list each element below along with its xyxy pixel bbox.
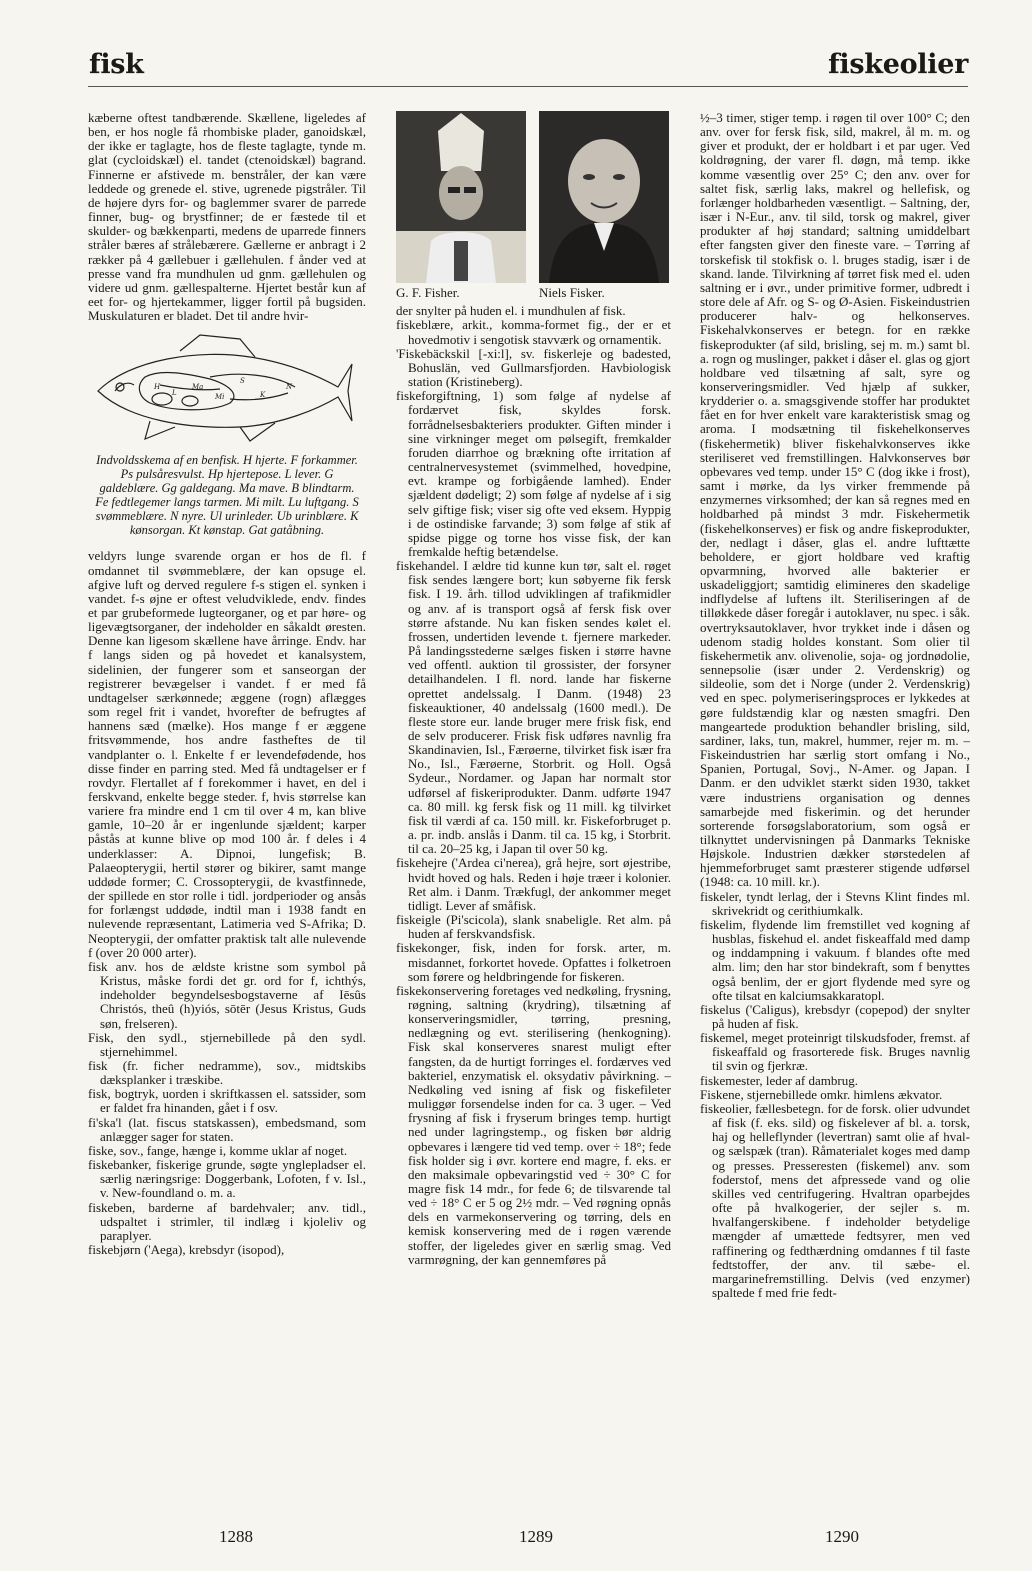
entry-fisk-naval: fisk (fr. ficher nedramme), sov., midtskibs dæksplanker i træskibe. bbox=[88, 1057, 366, 1088]
column-1 bbox=[88, 111, 366, 1257]
portrait-fisker bbox=[539, 111, 671, 300]
portrait-photos bbox=[396, 111, 671, 300]
entry-fiskekonservering: fiskekonservering foretages ved nedkøling, frysning, røgning, saltning (krydring), tilsætning af konserveringsmidler, tørring, presning, nedlægning og evt. sterilisering (henkogning). Fisk skal konserveres snarest muligt efter fangsten, da de hurtigt forringes el. fordærves ved bakteriel, enzymatisk el. oksydativ påvirkning. – Nedkøling ved isning af fisk og fiskefileter muliggør forsendelse inden for ca. 3 uger. – Ved frysning af fisk i fryserum bringes temp. hurtigt ned under lagringstemp., og fisken bør aldrig opbevares i længere tid ved temp. over ÷ 18°; fede fisk holder sig i øvr. kortere end magre, f. eks. er den maksimale opbevaringstid ved ÷ 30° C for magre fisk 14 mdr., for fede 6; de tilsvarende tal ved ÷ 18° C er 5 og 2½ mdr. – Ved røgning opnås dels en varmekonservering og tørring, dels en kemisk konservering med de i røgen værende stoffer, der ligeledes giver en særlig smag. Ved varmrøgning, der kan gennemføres på bbox=[396, 982, 671, 1267]
portrait-fisker-caption: Niels Fisker. bbox=[539, 285, 605, 301]
entry-fisk-text: veldyrs lunge svarende organ er hos de fl. f omdannet til svømmeblære, der kan opsuge el. afgive luft og derved regulere f-s stigen el. synken i vandet. f-s øjne er oftest veludviklede, endv. findes et par grubeformede lugteorganer, og et par høre- og ligevægtsorganer, der indeholder en såkaldt øresten. Denne kan ligesom skællene have årringe. Endv. har f langs siden og på hovedet et kanalsystem, sidelinien, der fungerer som et sanseorgan der registrerer bevægelser i vandet. f er med få undtagelser særkønnede; æggene (rogn) aflægges som regel frit i vandet, hvorefter de befrugtes af hannens sæd (mælke). Hos mange f er æggene fritsvømmende, hos andre fastheftes de til vandplanter o. l. Enkelte f er levendefødende, hos disse finder en parring sted. Med få undtagelser er f rovdyr. Flertallet af f forekommer i havet, en del i ferskvand, enkelte begge steder. f, hvis størrelse kan variere fra mindre end 1 cm til over 4 m, kan blive gamle, 10–20 år er ingenlunde sjældent; karper påstås at kunne blive op mod 100 år. f deles i 4 underklasser: A. Dipnoi, lungefisk; B. Palaeopterygii, hertil stører og bikirer, samt mange uddøde former; C. Crossopterygii, de kvastfinnede, der spillede en stor rolle i tidl. jordperioder og ansås for forlængst uddøde, indtil man i 1938 fandt en nulevende repræsentant, Latimeria ved S-Afrika; D. Neopterygii, der omfatter praktisk talt alle nulevende f (over 20 000 arter). bbox=[88, 548, 366, 960]
column-3 bbox=[700, 111, 970, 1300]
entry-fiskeben: fiskeben, barderne af bardehvaler; anv. tidl., udspaltet i strimler, til indlæg i kjoleliv og paraplyer. bbox=[88, 1199, 366, 1243]
svg-text:N: N bbox=[286, 383, 293, 392]
portrait-fisher-image bbox=[396, 111, 526, 283]
entry-fiskehandel: fiskehandel. I ældre tid kunne kun tør, salt el. røget fisk sendes længere bort; kun søbyerne fik fersk fisk. I 19. årh. tillod udviklingen af trafikmidler og anv. af is transport også af fersk fisk over større afstande. Nu kan fisken sendes kølet el. frossen, undertiden levende t. fjernere markeder. På landingsstederne sælges fisken i større havne ved offentl. auktion til grossister, der forsyner detailhandelen. I fl. nord. lande har fiskerne oprettet andelssalg. I Danm. (1948) 23 fiskeauktioner, 40 andelssalg (1600 medl.). De fleste store eur. lande bruger mere frisk fisk, end de selv producerer. Frisk fisk udføres navnlig fra Skandinavien, Isl., Færøerne, tilvirket fisk især fra No., Isl., Færøerne, Storbrit. og Holl. Også Sydeur., Nordamer. og Japan har normalt stor udførsel af fiskeriprodukter. Danm. udførte 1947 ca. 80 mill. kg fersk fisk og 11 mill. kg tilvirket fisk til værdi af ca. 150 mill. kr. Fiskeforbruget p. a. pr. indb. anslås i Danm. til ca. 15 kg, i Storbrit. til ca. 20–25 kg, i Japan til over 50 kg. bbox=[396, 558, 671, 857]
column-2 bbox=[396, 111, 671, 1267]
entry-fiskebjorn-continued: der snylter på huden el. i mundhulen af fisk. bbox=[396, 303, 626, 319]
entry-fiskebackskil: 'Fiskebäckskil [-xi:l], sv. fiskerleje og badested, Bohuslän, ved Gullmarsfjorden. Havbiologisk station (Kristineberg). bbox=[396, 345, 671, 390]
entry-fiskelim: fiskelim, flydende lim fremstillet ved kogning af husblas, fiskehud el. andet fiskeaffald med damp og inddampning i vakuum. f blandes ofte med alm. lim; den har stor bindekraft, som f benyttes også benlim, der er gjort flydende med syre og ofte tilsat en kalciumsakkaratopl. bbox=[700, 916, 970, 1003]
entry-fisk-printing: fisk, bogtryk, uorden i skriftkassen el. satssider, som er faldet fra hinanden, gået i f osv. bbox=[88, 1086, 366, 1116]
entry-fiskehejre: fiskehejre ('Ardea ci'nerea), grå hejre, sort øjestribe, hvidt hoved og hals. Reden i høje træer i kolonier. Ret alm. i Danm. Trækfugl, der ankommer meget tidligt. Lever af småfisk. bbox=[396, 855, 671, 913]
entry-fiskeigle: fiskeigle (Pi'scicola), slank snabeligle. Ret alm. på huden af ferskvandsfisk. bbox=[396, 912, 671, 942]
entry-fiskeblaere: fiskeblære, arkit., komma-formet fig., der er et hovedmotiv i sengotisk stavværk og ornamentik. bbox=[396, 317, 671, 347]
entry-fisk-continued: kæberne oftest tandbærende. Skællene, ligeledes af ben, er hos nogle få rhombiske plader, ganoidskæl, der ikke er taglagte, hos de fleste taglagte, tynde m. glat (cycloidskæl) el. tandet (ctenoidskæl) bagrand. Finnerne er afstivede m. benstråler, der kan være leddede og grenede el. stive, ugrenede pigstråler. Til de højere dyrs for- og baglemmer svarer de parrede finner, bug- og brystfinner; de er fæstede til et skulder- og bækkenparti, medens de uparrede finners stråler bæres af strålebærere. Gællerne er anbragt i 2 rækker på 4 gællebuer i gællehulen. f ånder ved at presse vand fra mundhulen ud gnm. gællehulen og videre ud gnm. gællespalterne. Hjertet består kun af eet for- og hjertekammer, ligger fortil på bugsiden. Muskulaturen er bladet. Det til andre hvir- bbox=[88, 110, 366, 324]
svg-text:K: K bbox=[260, 391, 266, 400]
entry-fiskemel: fiskemel, meget proteinrigt tilskudsfoder, fremst. af fiskeaffald og frasorterede fisk. Bruges navnlig til svin og fjerkræ. bbox=[700, 1030, 970, 1074]
running-head-right: fiskeolier bbox=[828, 49, 968, 80]
svg-text:S: S bbox=[240, 377, 245, 386]
entry-fiskeler: fiskeler, tyndt lerlag, der i Stevns Klint findes ml. skrivekridt og cerithiumkalk. bbox=[700, 888, 970, 918]
page-number-1289: 1289 bbox=[519, 1527, 553, 1546]
entry-fiskekonservering-continued: ½–3 timer, stiger temp. i røgen til over 100° C; den anv. over for fersk fisk, sild, makrel, ål m. m. og giver et produkt, der er holdbart i et par uger. Ved koldrøgning, der varer fl. døgn, må temp. ikke komme væsentlig over 25° C; den anv. over for saltet fisk, særlig laks, makrel og hellefisk, og forlænger holdbarheden væsentligt. – Saltning, der, især i N-Eur., anv. til sild, torsk og makrel, giver produkter af høj standard; saltning umiddelbart efter fangsten giver den fineste vare. – Tørring af torskefisk til stokfisk o. l. bruges stadig, især i de skand. lande. Tilvirkning af tørret fisk med el. uden saltning er i øvr., under primitive former, udbredt i store dele af Afr. og S- og Ø-Asien. Fiskeindustrien producerer halv- og helkonserves. Fiskehalvkonserves er betegn. for en række fiskeprodukter (af sild, brisling, sej m. m.) samt bl. a. rogn og muslinger, pakket i dåser el. glas og gjort holdbare ved tilsætning af salt, syre og konserveringsmidler. Ved hjælp af sukker, krydderier o. a. smagsgivende stoffer har produktet fået en for hver enkelt vare karakteristisk smag og aroma. I modsætning til fiskehelkonserves (fiskehermetik) bliver fiskehalvkonserves ikke steriliseret ved fremstillingen. Halvkonserves bør opbevares ved temp. under 15° C (dog ikke i frost), samt i mørke, da lys virker fremmende på enzymernes virksomhed; der kan så regnes med en holdbarhed på mindst 3 mdr. Fiskehermetik (fiskehelkonserves) er fisk og andre fiskeprodukter, der, nedlagt i dåser, glas el. andre lufttætte beholdere, er gjort holdbare ved kraftig opvarmning, hvorved alle bakterier er uskadeliggjort; samtidig elimineres den skadelige indflydelse af luftens ilt. Steriliseringen af de tilløkkede dåser foregår i autoklaver, nu spec. i såk. overtryksautoklaver, hvor trykket inde i dåsen og udenom stadig holdes konstant. Som olier til fiskehermetik anv. olivenolie, soja- og jordnødolie, sennepsolie (især under 2. Verdenskrig) og sildeolie, som det i Norge (under 2. Verdenskrig) ved en spec. polymeriseringsproces er lykkedes at gøre fuldstændig klar og næsten smagfri. Den mangeartede produktion behandler brisling, sild, sardiner, laks, tun, makrel, hummer, rejer m. m. – Fiskeindustrien har særlig stort omfang i No., Spanien, Portugal, Sovj., N-Amer. og Japan. I Danm. er den udviklet stærkt siden 1930, takket være industriens organisation og dennes samarbejde med fiskerimin. og det herunder sorterende forsøgslaboratorium, som også er tilknyttet undervisningen på Danmarks Tekniske Højskole. Industrien dækker størstedelen af hjemmeforbruget samt præsterer stigende udførsel (1948: ca. 10 mill. kr.). bbox=[700, 110, 970, 890]
fish-anatomy-diagram bbox=[90, 329, 355, 449]
header-rule bbox=[88, 86, 968, 87]
page-number-1290: 1290 bbox=[825, 1527, 859, 1546]
svg-text:Ma: Ma bbox=[192, 383, 204, 392]
svg-text:Mi: Mi bbox=[215, 393, 225, 402]
portrait-fisker-image bbox=[539, 111, 669, 283]
entry-fiskelus: fiskelus ('Caligus), krebsdyr (copepod) der snylter på huden af fisk. bbox=[700, 1001, 970, 1031]
entry-fiskebanker: fiskebanker, fiskerige grunde, søgte ynglepladser el. særlig næringsrige: Doggerbank, Lofoten, f v. Isl., v. New-foundland o. m. a. bbox=[88, 1157, 366, 1201]
entry-fiskeolier: fiskeolier, fællesbetegn. for de forsk. olier udvundet af fisk (f. eks. sild) og fiskelever af bl. a. torsk, haj og helleflynder (levertran) samt olie af hval- og sælspæk (tran). Råmaterialet koges med damp og presses. Presseresten (fiskemel) anv. som foderstof, mens det afpressede vand og olie skilles ved centrifugering. Hvaltran oparbejdes ofte på hvalkogerier, der sejler s. m. hvalfangerskibene. f indeholder betydelige mængder af umættede fedtsyrer, men ved raffinering og fedthærdning omdannes f til faste fedtstoffer, der anv. til sæbe- el. margarinefremstilling. Delvis (ved enzymer) spaltede f med frie fedt- bbox=[700, 1100, 970, 1300]
entry-fiskekonger: fiskekonger, fisk, inden for forsk. arter, m. misdannet, forkortet hovede. Opfattes i folketroen som førere og heldbringende for fiskeren. bbox=[396, 940, 671, 984]
entry-fiskemester: fiskemester, leder af dambrug. bbox=[700, 1072, 858, 1088]
running-head-left: fisk bbox=[89, 49, 144, 80]
entry-fiskebjorn: fiskebjørn ('Aega), krebsdyr (isopod), bbox=[88, 1242, 285, 1257]
portrait-fisher-caption: G. F. Fisher. bbox=[396, 285, 460, 301]
svg-text:L: L bbox=[172, 389, 177, 398]
entry-fiske: fiske, sov., fange, hænge i, komme uklar af noget. bbox=[88, 1142, 348, 1158]
page-number-1288: 1288 bbox=[219, 1527, 253, 1546]
entry-fiskene: Fiskene, stjernebillede omkr. himlens ækvator. bbox=[700, 1086, 943, 1102]
entry-fiskeforgiftning: fiskeforgiftning, 1) som følge af nydelse af fordærvet fisk, skyldes forsk. forrådnelsesbakteriers produkter. Giften minder i sine virkninger meget om pølsegift, fremkalder foruden diarrhoe og brækning ofte irritation af centralnervesystemet (svimmelhed, hovedpine, evt. krampe og forbigående lamhed). Ender sjældent dødeligt; 2) som følge af nydelse af i sig selv giftige fisk; viser sig ofte ved eksem. Hyppig i de ostindiske farvande; 3) som følge af stik af spidse pigge og torne hos visse fisk, der kan fremkalde heftig betændelse. bbox=[396, 388, 671, 559]
entry-fisk-constellation: Fisk, den sydl., stjernebillede på den sydl. stjernehimmel. bbox=[88, 1029, 366, 1059]
entry-fiskal: fi'ska'l (lat. fiscus statskassen), embedsmand, som anlægger sager for staten. bbox=[88, 1114, 366, 1144]
entry-fisk-symbol: fisk anv. hos de ældste kristne som symbol på Kristus, måske fordi det gr. ord for f, ichthýs, indeholder begyndelsesbogstaverne af Iēsûs Christós, theû (h)yiós, sōtēr (Jesus Kristus, Guds søn, frelseren). bbox=[88, 958, 366, 1031]
diagram-caption: Indvoldsskema af en benfisk. H hjerte. F forkammer. Ps pulsåresvulst. Hp hjertepose. L lever. G galdeblære. Gg galdegang. Ma mave. B blindtarm. Fe fedtlegemer langs tarmen. Mi milt. Lu luftgang. S svømmeblære. N nyre. Ul urinleder. Ub urinblære. K kønsorgan. Kt kønstap. Gat gatåbning. bbox=[95, 453, 359, 538]
svg-text:H: H bbox=[154, 383, 161, 392]
portrait-fisher bbox=[396, 111, 528, 300]
